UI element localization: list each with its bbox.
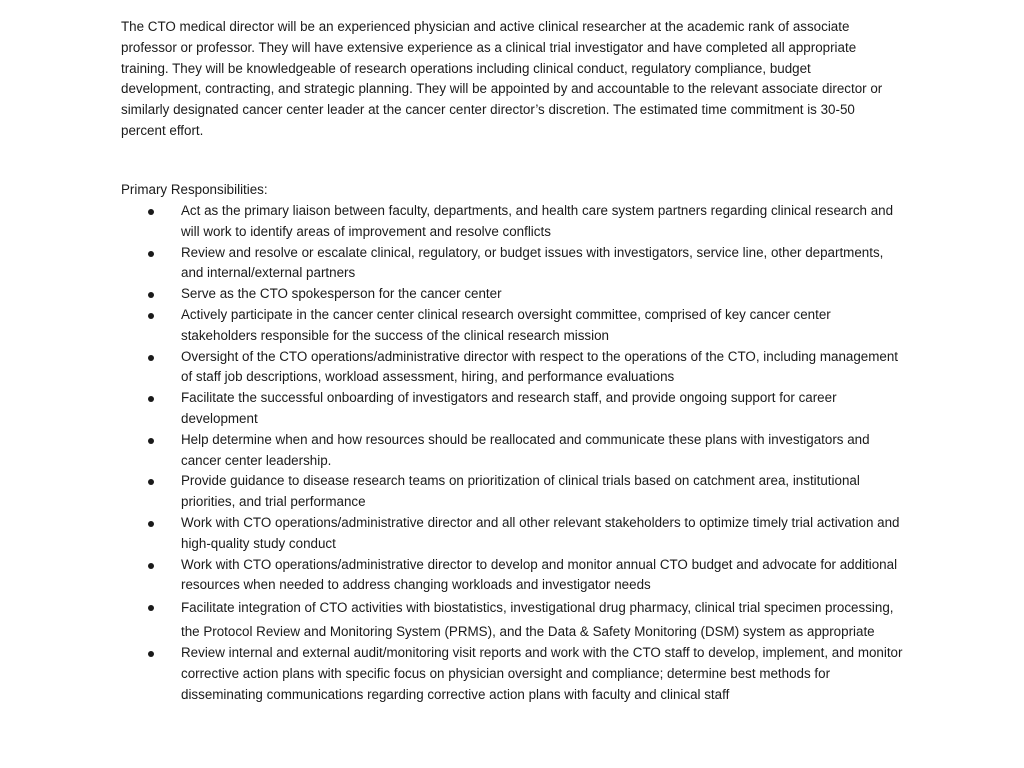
bullet-icon xyxy=(148,521,154,527)
list-item-text: Provide guidance to disease research teams on prioritization of clinical trials based on catchment area, institutional priorities, and trial performance xyxy=(181,473,860,510)
bullet-icon xyxy=(148,292,154,298)
list-item-text: Actively participate in the cancer center clinical research oversight committee, comprised of key cancer center stakeholders responsible for the success of the clinical research mission xyxy=(181,306,831,343)
list-item xyxy=(0,305,906,347)
bullet-icon xyxy=(148,313,154,319)
bullet-icon xyxy=(148,563,154,569)
list-item-text: Work with CTO operations/administrative director to develop and monitor annual CTO budget and advocate for additional resources when needed to address changing workloads and investigator needs xyxy=(181,556,898,593)
list-item-text: Review and resolve or escalate clinical, regulatory, or budget issues with investigators, service line, other departments, and internal/external partners xyxy=(181,244,884,281)
bullet-icon xyxy=(148,355,154,361)
list-item-text: Help determine when and how resources should be reallocated and communicate these plans with investigators and cancer center leadership. xyxy=(181,431,870,468)
list-item xyxy=(0,513,906,555)
list-item xyxy=(0,388,906,430)
list-item xyxy=(0,643,906,705)
bullet-icon xyxy=(148,605,154,611)
list-item xyxy=(0,471,906,513)
list-item xyxy=(0,243,906,285)
bullet-icon xyxy=(148,396,154,402)
bullet-icon xyxy=(148,479,154,485)
bullet-icon xyxy=(148,209,154,215)
bullet-icon xyxy=(148,438,154,444)
list-item xyxy=(0,596,906,643)
bullet-icon xyxy=(148,251,154,257)
list-item-text: Facilitate the successful onboarding of investigators and research staff, and provide ongoing support for career development xyxy=(181,390,837,426)
list-item xyxy=(0,284,906,305)
list-item xyxy=(0,201,906,243)
list-item-text: Act as the primary liaison between faculty, departments, and health care system partners regarding clinical research and will work to identify areas of improvement and resolve conflicts xyxy=(181,203,894,239)
list-item xyxy=(0,347,906,389)
intro-paragraph: The CTO medical director will be an experienced physician and active clinical researcher at the academic rank of associate professor or professor. They will have extensive experience as a clinical trial investigator and have completed all appropriate training. They will be knowledgeable of research operations including clinical conduct, regulatory compliance, budget development, contracting, and strategic planning. They will be appointed by and accountable to the relevant associate director or similarly designated cancer center leader at the cancer center director’s discretion. The estimated time commitment is 30-50 percent effort. xyxy=(121,19,883,138)
bullet-icon xyxy=(148,651,154,657)
list-item-text: Serve as the CTO spokesperson for the cancer center xyxy=(181,286,502,302)
list-item-text: Facilitate integration of CTO activities with biostatistics, investigational drug pharmacy, clinical trial specimen processing, the Protocol Review and Monitoring System (PRMS), and the Data & Safety Monitoring (DSM) system as appropriate xyxy=(181,600,894,639)
list-item-text: Work with CTO operations/administrative director and all other relevant stakeholders to optimize timely trial activation and high-quality study conduct xyxy=(181,514,900,551)
list-item xyxy=(0,555,906,597)
list-item xyxy=(0,430,906,472)
responsibilities-heading: Primary Responsibilities: xyxy=(121,182,268,197)
list-item-text: Oversight of the CTO operations/administrative director with respect to the operations of the CTO, including management of staff job descriptions, workload assessment, hiring, and performance evaluations xyxy=(181,348,899,385)
responsibilities-list xyxy=(0,201,1024,706)
list-item-text: Review internal and external audit/monitoring visit reports and work with the CTO staff to develop, implement, and monitor corrective action plans with specific focus on physician oversight and compliance; determine best methods for disseminating communications regarding corrective action plans with faculty and clinical staff xyxy=(181,645,903,702)
